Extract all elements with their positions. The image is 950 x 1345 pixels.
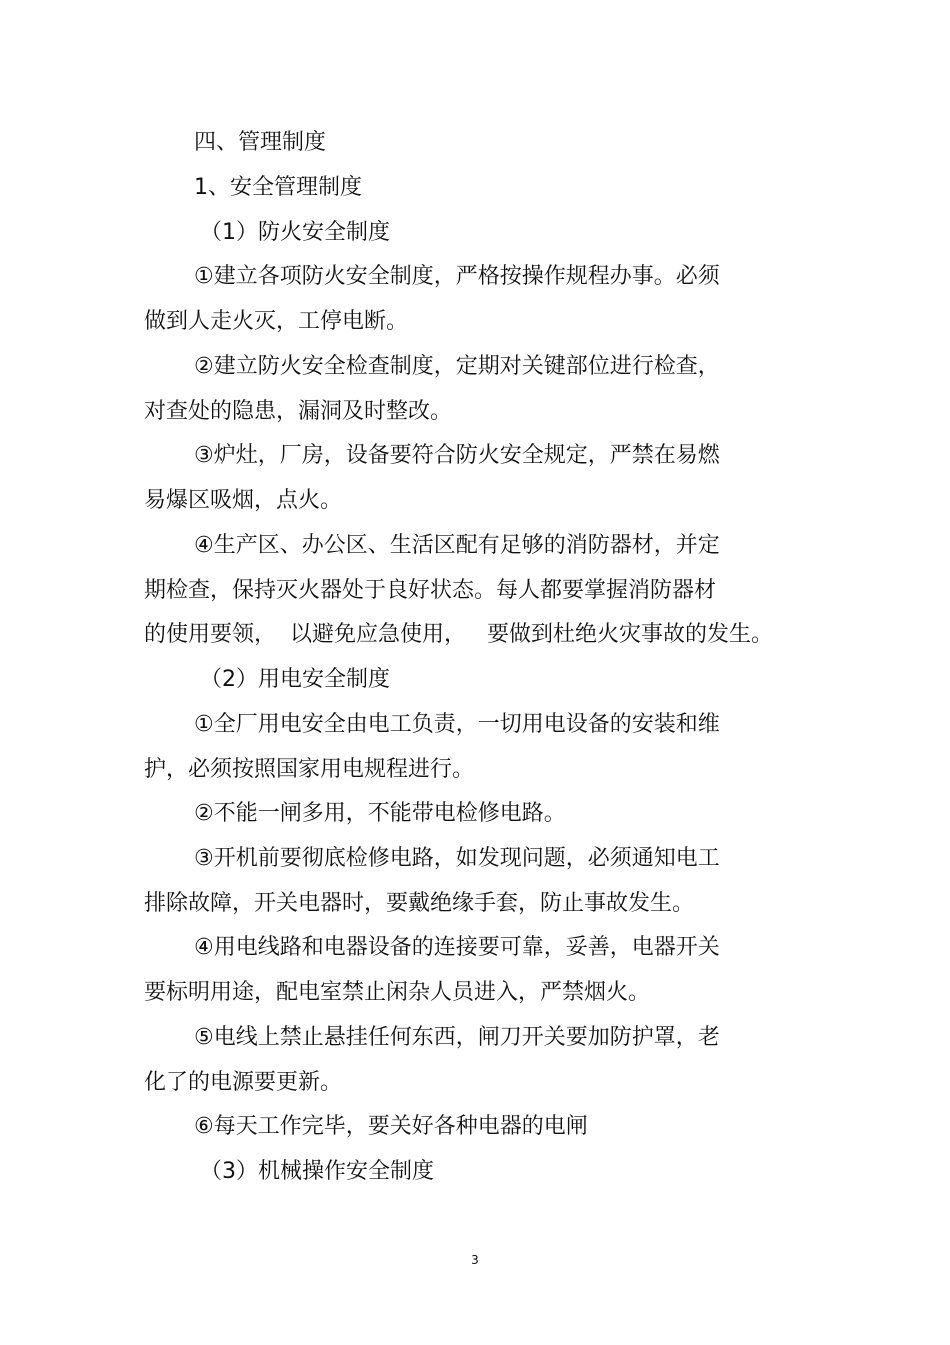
electric-item-4-line-2: 要标明用途，配电室禁止闲杂人员进入，严禁烟火。	[144, 980, 651, 1005]
sub-heading: 1、安全管理制度	[194, 175, 362, 200]
fire-item-2-line-2: 对查处的隐患，漏洞及时整改。	[144, 399, 453, 424]
electric-item-5-line-1: ⑤电线上禁止悬挂任何东西，闸刀开关要加防护罩，老	[194, 1025, 720, 1050]
section-heading: 四、管理制度	[194, 130, 327, 155]
electric-safety-heading: （2）用电安全制度	[200, 667, 390, 692]
fire-item-3-line-1: ③炉灶，厂房，设备要符合防火安全规定，严禁在易燃	[194, 443, 720, 468]
electric-item-1-line-1: ①全厂用电安全由电工负责，一切用电设备的安装和维	[194, 712, 720, 737]
fire-item-4-line-1: ④生产区、办公区、生活区配有足够的消防器材，并定	[194, 533, 720, 558]
fire-item-3-line-2: 易爆区吸烟，点火。	[144, 488, 343, 513]
electric-item-4-line-1: ④用电线路和电器设备的连接要可靠，妥善，电器开关	[194, 935, 720, 960]
fire-safety-heading: （1）防火安全制度	[200, 220, 390, 245]
machine-safety-heading: （3）机械操作安全制度	[200, 1159, 434, 1184]
electric-item-1-line-2: 护，必须按照国家用电规程进行。	[144, 757, 475, 782]
fire-item-1-line-1: ①建立各项防火安全制度，严格按操作规程办事。必须	[194, 264, 720, 289]
electric-item-3-line-1: ③开机前要彻底检修电路，如发现问题，必须通知电工	[194, 846, 720, 871]
fire-item-4-line-3: 的使用要领， 以避免应急使用， 要做到杜绝火灾事故的发生。	[144, 622, 773, 647]
electric-item-2-line-1: ②不能一闸多用，不能带电检修电路。	[194, 801, 566, 826]
electric-item-6-line-1: ⑥每天工作完毕，要关好各种电器的电闸	[194, 1114, 588, 1139]
fire-item-4-line-2: 期检查，保持灭火器处于良好状态。每人都要掌握消防器材	[144, 578, 717, 603]
page-number: 3	[471, 1253, 479, 1267]
fire-item-1-line-2: 做到人走火灭，工停电断。	[144, 309, 409, 334]
fire-item-2-line-1: ②建立防火安全检查制度，定期对关键部位进行检查，	[194, 354, 720, 379]
electric-item-5-line-2: 化了的电源要更新。	[144, 1070, 343, 1095]
electric-item-3-line-2: 排除故障，开关电器时，要戴绝缘手套，防止事故发生。	[144, 891, 695, 916]
